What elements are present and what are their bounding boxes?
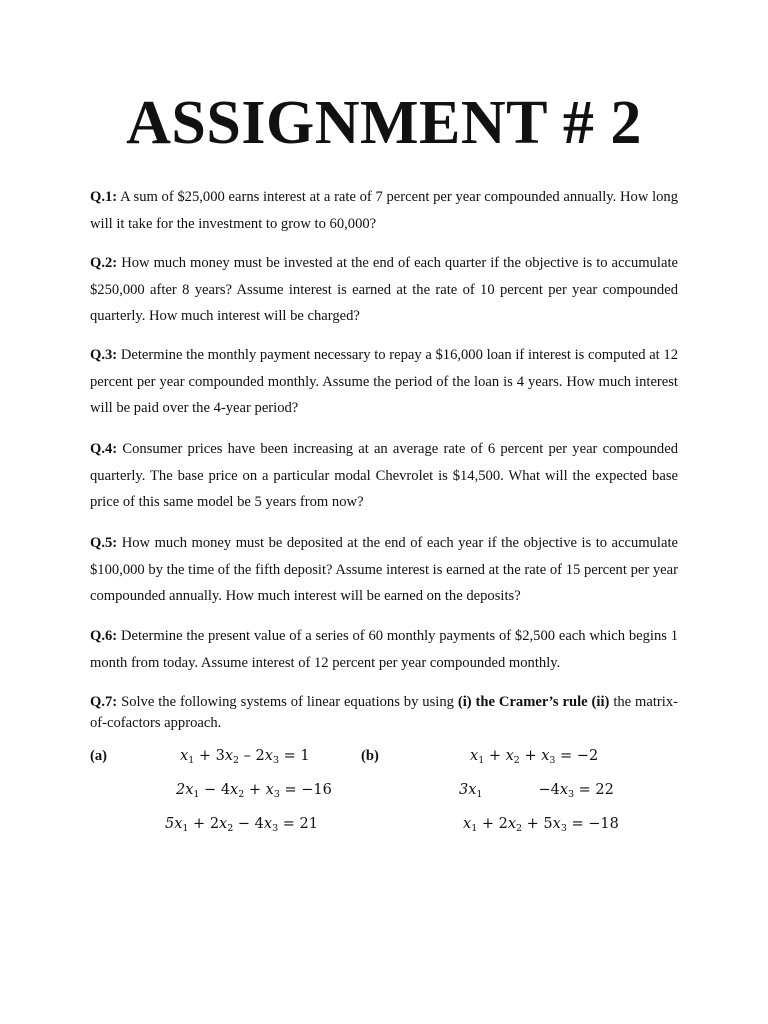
question-2 xyxy=(90,250,678,330)
question-text: Determine the monthly payment necessary to repay a $16,000 loan if interest is computed at 12 percent per year compounded monthly. Assume the period of the loan is 4 years. How much interest will be paid over the 4-year period? xyxy=(90,347,678,416)
question-3 xyxy=(90,342,678,422)
question-6 xyxy=(90,623,678,676)
question-text: Solve the following systems of linear equations by using xyxy=(121,694,454,710)
question-number: Q.2: xyxy=(90,255,118,271)
question-number: Q.7: xyxy=(90,694,118,710)
question-number: Q.3: xyxy=(90,347,118,363)
question-text: Consumer prices have been increasing at an average rate of 6 percent per year compounded quarterly. The base price on a particular modal Chevrolet is $14,500. What will the expected base price of this same model be 5 years from now? xyxy=(90,441,678,510)
method-cramer: (i) the Cramer’s rule xyxy=(457,694,588,710)
method-cofactors-label: (ii) xyxy=(591,694,610,710)
question-text: A sum of $25,000 earns interest at a rate of 7 percent per year compounded annually. How long will it take for the investment to grow to 60,000? xyxy=(90,189,679,232)
equation-a3: $5x_1 + 2x_2 - 4x_3 = 21$ xyxy=(165,816,318,834)
question-4 xyxy=(90,436,678,516)
question-number: Q.1: xyxy=(90,189,118,205)
equation-b2: $3x_1 -4x_3 = 22$ xyxy=(459,782,614,800)
question-text: the matrix-of-cofactors approach. xyxy=(90,694,679,731)
equation-b3: $x_1 + 2x_2 + 5x_3 = -18$ xyxy=(463,816,619,834)
assignment-title: ASSIGNMENT # 2 xyxy=(126,89,642,157)
equation-a1: $x_1 + 3x_2 - 2x_3 = 1$ xyxy=(180,748,310,766)
question-text: Determine the present value of a series of 60 monthly payments of $2,500 each which begins 1 month from today. Assume interest of 12 percent per year compounded monthly. xyxy=(90,628,679,671)
question-1 xyxy=(90,184,678,237)
question-number: Q.6: xyxy=(90,628,118,644)
system-a-label: (a) xyxy=(90,748,108,764)
equation-a2: $2x_1 - 4x_2 + x_3 = -16$ xyxy=(176,782,332,800)
question-text: How much money must be invested at the end of each quarter if the objective is to accumulate $250,000 after 8 years? Assume interest is earned at the rate of 10 percent per year compounded quarterly. How much interest will be charged? xyxy=(90,255,678,324)
question-5 xyxy=(90,530,678,610)
question-7 xyxy=(90,692,678,734)
question-text: How much money must be deposited at the end of each year if the objective is to accumulate $100,000 by the time of the fifth deposit? Assume interest is earned at the rate of 15 percent per year compounded annually. How much interest will be earned on the deposits? xyxy=(90,535,678,604)
question-number: Q.4: xyxy=(90,441,118,457)
system-b-label: (b) xyxy=(361,748,379,764)
equation-b1: $x_1 + x_2 + x_3 = -2$ xyxy=(470,748,599,766)
question-number: Q.5: xyxy=(90,535,118,551)
